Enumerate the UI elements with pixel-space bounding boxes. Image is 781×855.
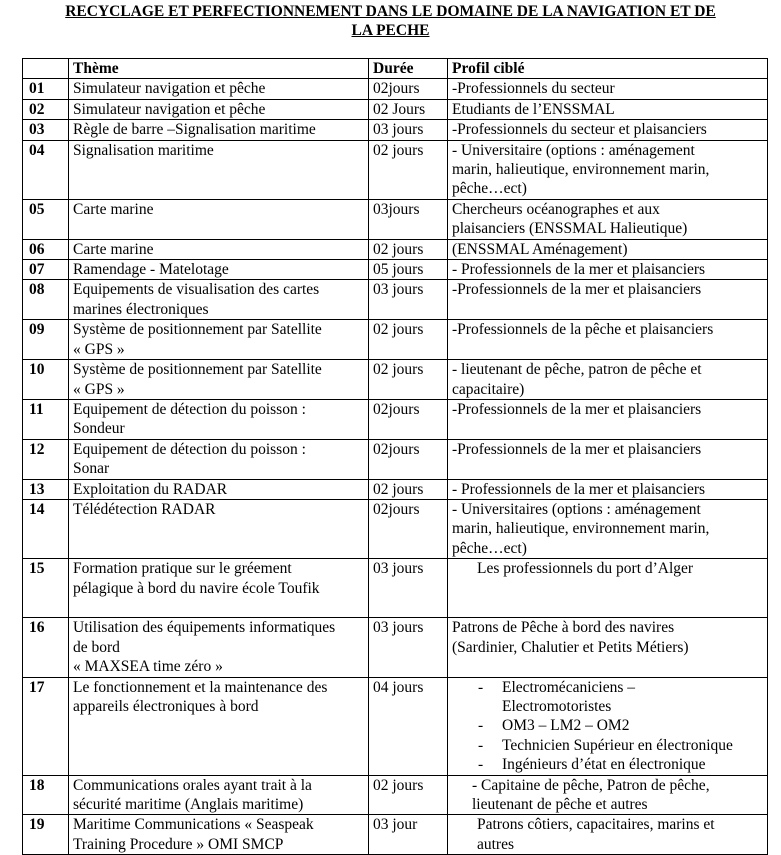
- row-duree: 02jours: [369, 499, 448, 558]
- training-table: [22, 58, 768, 855]
- row-profil: [448, 360, 768, 400]
- row-number: 17: [23, 677, 69, 775]
- theme-line: Carte marine: [73, 240, 154, 258]
- row-theme: [69, 99, 369, 119]
- row-profil: [448, 239, 768, 259]
- row-number: 16: [23, 618, 69, 677]
- row-number: 12: [23, 439, 69, 479]
- table-row: [23, 677, 768, 775]
- row-profil: [448, 559, 768, 618]
- table-row: [23, 239, 768, 259]
- row-theme: [69, 280, 369, 320]
- theme-line: Carte marine: [73, 200, 154, 218]
- theme-line: Simulateur navigation et pêche: [73, 100, 266, 118]
- profil-line: Chercheurs océanographes et aux: [452, 200, 660, 218]
- theme-line: Equipement de détection du poisson :: [73, 440, 306, 458]
- theme-line: appareils électroniques à bord: [73, 697, 259, 715]
- profil-line: - Capitaine de pêche, Patron de pêche,: [472, 776, 710, 794]
- list-item: [452, 678, 763, 717]
- title-line-1: RECYCLAGE ET PERFECTIONNEMENT DANS LE DOMAINE DE LA NAVIGATION ET DE: [65, 3, 716, 20]
- theme-line: sécurité maritime (Anglais maritime): [73, 796, 304, 814]
- profil-line: - Universitaire (options : aménagement: [452, 141, 695, 159]
- theme-line: Système de positionnement par Satellite: [73, 321, 322, 339]
- theme-line: Système de positionnement par Satellite: [73, 361, 322, 379]
- row-duree: 02 jours: [369, 140, 448, 199]
- profil-line: (ENSSMAL Aménagement): [452, 240, 628, 258]
- row-duree: 02 Jours: [369, 99, 448, 119]
- row-theme: [69, 479, 369, 499]
- profil-line: Les professionnels du port d’Alger: [477, 560, 694, 578]
- table-row: [23, 775, 768, 815]
- row-theme: [69, 559, 369, 618]
- theme-line: Equipement de détection du poisson :: [73, 400, 306, 418]
- row-duree: 03 jour: [369, 815, 448, 855]
- profil-line: -Professionnels de la mer et plaisanciers: [452, 400, 702, 418]
- table-row: [23, 439, 768, 479]
- row-duree: 03jours: [369, 199, 448, 239]
- row-duree: 02jours: [369, 79, 448, 99]
- theme-line: Exploitation du RADAR: [73, 480, 228, 498]
- profil-line: - Electromécaniciens –: [502, 678, 635, 696]
- theme-line: « MAXSEA time zéro »: [73, 658, 223, 676]
- table-row: [23, 140, 768, 199]
- header-theme: Thème: [69, 59, 369, 79]
- row-theme: [69, 140, 369, 199]
- profil-line: - lieutenant de pêche, patron de pêche et: [452, 361, 702, 379]
- row-number: 03: [23, 120, 69, 140]
- row-number: 10: [23, 360, 69, 400]
- profil-line: marin, halieutique, environnement marin,: [452, 520, 710, 538]
- table-row: [23, 79, 768, 99]
- row-number: 02: [23, 99, 69, 119]
- header-num: [23, 59, 69, 79]
- row-theme: [69, 399, 369, 439]
- profil-line: pêche…ect): [452, 180, 527, 198]
- header-duree: Durée: [369, 59, 448, 79]
- profil-line: lieutenant de pêche et autres: [472, 796, 648, 814]
- row-profil: [448, 815, 768, 855]
- profil-line: -Professionnels du secteur: [452, 80, 615, 98]
- profil-line: -Professionnels du secteur et plaisanciers: [452, 121, 707, 139]
- theme-line: Ramendage - Matelotage: [73, 261, 229, 279]
- row-theme: [69, 815, 369, 855]
- row-profil: [448, 260, 768, 280]
- row-profil: [448, 618, 768, 677]
- row-number: 13: [23, 479, 69, 499]
- table-row: [23, 815, 768, 855]
- profil-line: (Sardinier, Chalutier et Petits Métiers): [452, 638, 689, 656]
- row-profil: [448, 775, 768, 815]
- theme-line: Simulateur navigation et pêche: [73, 80, 266, 98]
- row-duree: 02 jours: [369, 360, 448, 400]
- row-duree: 03 jours: [369, 280, 448, 320]
- row-duree: 02 jours: [369, 479, 448, 499]
- profil-line: Patrons côtiers, capacitaires, marins et: [477, 816, 715, 834]
- row-duree: 03 jours: [369, 559, 448, 618]
- theme-line: Télédétection RADAR: [73, 500, 216, 518]
- profil-line: pêche…ect): [452, 539, 527, 557]
- row-theme: [69, 239, 369, 259]
- row-theme: [69, 199, 369, 239]
- table-row: [23, 618, 768, 677]
- profil-line: Patrons de Pêche à bord des navires: [452, 619, 675, 637]
- profil-line: - Professionnels de la mer et plaisanciers: [452, 480, 706, 498]
- theme-line: Communications orales ayant trait à la: [73, 776, 312, 794]
- theme-line: Signalisation maritime: [73, 141, 214, 159]
- profil-line: -Professionnels de la pêche et plaisanciers: [452, 321, 714, 339]
- row-theme: [69, 260, 369, 280]
- profil-line: - Professionnels de la mer et plaisanciers: [452, 261, 706, 279]
- table-row: [23, 199, 768, 239]
- row-duree: 02 jours: [369, 320, 448, 360]
- profil-line: Electromotoristes: [502, 697, 612, 715]
- row-number: 19: [23, 815, 69, 855]
- row-theme: [69, 677, 369, 775]
- list-item: - OM3 – LM2 – OM2: [452, 716, 763, 735]
- row-duree: 02jours: [369, 439, 448, 479]
- profil-line: capacitaire): [452, 380, 525, 398]
- row-profil: [448, 320, 768, 360]
- row-theme: [69, 439, 369, 479]
- row-theme: [69, 618, 369, 677]
- list-item: - Ingénieurs d’état en électronique: [452, 755, 763, 774]
- profil-line: Etudiants de l’ENSSMAL: [452, 100, 615, 118]
- row-profil: [448, 280, 768, 320]
- row-number: 04: [23, 140, 69, 199]
- header-profil: Profil ciblé: [448, 59, 768, 79]
- row-number: 14: [23, 499, 69, 558]
- profil-line: marin, halieutique, environnement marin,: [452, 161, 710, 179]
- row-theme: [69, 360, 369, 400]
- row-theme: [69, 120, 369, 140]
- row-duree: 02jours: [369, 399, 448, 439]
- theme-line: pélagique à bord du navire école Toufik: [73, 579, 320, 597]
- theme-line: marines électroniques: [73, 300, 209, 318]
- row-number: 07: [23, 260, 69, 280]
- table-row: [23, 479, 768, 499]
- theme-line: Training Procedure » OMI SMCP: [73, 835, 284, 853]
- row-number: 01: [23, 79, 69, 99]
- row-number: 18: [23, 775, 69, 815]
- list-item: - Technicien Supérieur en électronique: [452, 736, 763, 755]
- row-profil: [448, 439, 768, 479]
- table-row: [23, 499, 768, 558]
- row-profil: [448, 79, 768, 99]
- row-duree: 04 jours: [369, 677, 448, 775]
- profil-bullet-list: [452, 678, 763, 775]
- row-profil: [448, 479, 768, 499]
- table-row: [23, 120, 768, 140]
- row-duree: 02 jours: [369, 775, 448, 815]
- theme-line: « GPS »: [73, 380, 125, 398]
- row-duree: 05 jours: [369, 260, 448, 280]
- row-profil: [448, 499, 768, 558]
- row-profil: [448, 199, 768, 239]
- theme-line: de bord: [73, 638, 120, 656]
- row-number: 08: [23, 280, 69, 320]
- table-row: [23, 360, 768, 400]
- theme-line: Maritime Communications « Seaspeak: [73, 816, 314, 834]
- row-profil: [448, 677, 768, 775]
- row-profil: [448, 399, 768, 439]
- row-theme: [69, 79, 369, 99]
- row-theme: [69, 499, 369, 558]
- table-row: [23, 280, 768, 320]
- theme-line: « GPS »: [73, 340, 125, 358]
- profil-line: - Universitaires (options : aménagement: [452, 500, 701, 518]
- table-header-row: [23, 59, 768, 79]
- theme-line: Utilisation des équipements informatiques: [73, 619, 336, 637]
- row-number: 05: [23, 199, 69, 239]
- row-theme: [69, 775, 369, 815]
- row-duree: 03 jours: [369, 120, 448, 140]
- table-row: [23, 559, 768, 618]
- theme-line: Règle de barre –Signalisation maritime: [73, 121, 316, 139]
- row-theme: [69, 320, 369, 360]
- profil-line: plaisanciers (ENSSMAL Halieutique): [452, 220, 688, 238]
- row-duree: 02 jours: [369, 239, 448, 259]
- theme-line: Equipements de visualisation des cartes: [73, 281, 320, 299]
- row-number: 11: [23, 399, 69, 439]
- row-number: 15: [23, 559, 69, 618]
- row-number: 09: [23, 320, 69, 360]
- table-row: [23, 320, 768, 360]
- theme-line: Formation pratique sur le gréement: [73, 560, 292, 578]
- profil-line: autres: [477, 835, 515, 853]
- profil-line: -Professionnels de la mer et plaisanciers: [452, 440, 702, 458]
- row-number: 06: [23, 239, 69, 259]
- row-profil: [448, 99, 768, 119]
- table-row: [23, 260, 768, 280]
- row-duree: 03 jours: [369, 618, 448, 677]
- row-profil: [448, 140, 768, 199]
- table-row: [23, 99, 768, 119]
- theme-line: Le fonctionnement et la maintenance des: [73, 678, 328, 696]
- row-profil: [448, 120, 768, 140]
- title-line-2: LA PECHE: [351, 22, 430, 39]
- document-title: [0, 2, 781, 40]
- profil-line: -Professionnels de la mer et plaisanciers: [452, 281, 702, 299]
- theme-line: Sondeur: [73, 420, 125, 438]
- theme-line: Sonar: [73, 460, 110, 478]
- table-row: [23, 399, 768, 439]
